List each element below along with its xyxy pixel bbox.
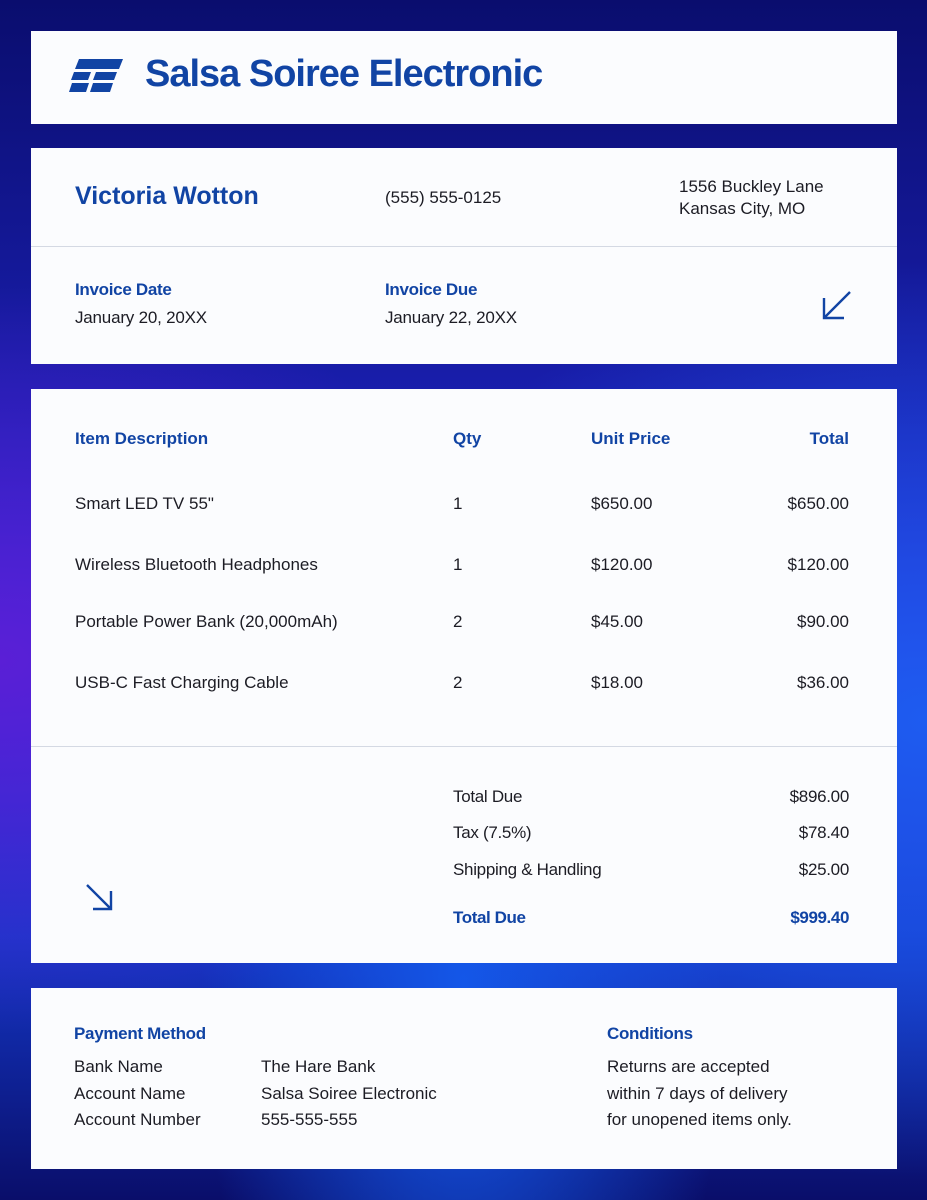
conditions-line3: for unopened items only. [607, 1110, 792, 1129]
subtotal-value: $896.00 [789, 787, 849, 806]
bank-name-value: The Hare Bank [261, 1057, 376, 1076]
item-total: $90.00 [797, 612, 849, 631]
items-panel [31, 389, 897, 963]
item-qty: 2 [453, 673, 463, 692]
stacked-parallelogram-logo-icon [69, 59, 123, 93]
shipping-label: Shipping & Handling [453, 860, 602, 879]
item-description: Smart LED TV 55" [75, 494, 214, 513]
account-name-value: Salsa Soiree Electronic [261, 1083, 437, 1103]
item-unit-price: $650.00 [591, 494, 653, 513]
invoice-due-value: January 22, 20XX [385, 308, 517, 327]
item-total: $650.00 [787, 494, 849, 513]
arrow-down-right-icon [83, 881, 117, 915]
items-divider [31, 746, 897, 747]
header-unit-price: Unit Price [591, 429, 671, 448]
client-divider [31, 246, 897, 247]
bank-name-label: Bank Name [74, 1057, 163, 1076]
header-qty: Qty [453, 429, 482, 448]
client-address-line2: Kansas City, MO [679, 199, 806, 218]
header-total: Total [809, 429, 849, 448]
item-total: $36.00 [797, 673, 849, 692]
item-description: Portable Power Bank (20,000mAh) [75, 612, 338, 631]
item-description: USB-C Fast Charging Cable [75, 673, 289, 692]
grand-total-value: $999.40 [790, 908, 849, 927]
account-name-label: Account Name [74, 1083, 186, 1103]
conditions-line2: within 7 days of delivery [607, 1083, 788, 1103]
item-qty: 2 [453, 612, 463, 631]
grand-total-label: Total Due [453, 908, 526, 927]
account-number-label: Account Number [74, 1110, 201, 1129]
subtotal-label: Total Due [453, 787, 523, 806]
item-qty: 1 [453, 555, 463, 574]
arrow-down-left-icon [820, 288, 854, 322]
item-unit-price: $45.00 [591, 612, 643, 631]
conditions-line1: Returns are accepted [607, 1057, 770, 1076]
item-qty: 1 [453, 494, 463, 513]
payment-panel [31, 988, 897, 1169]
header-description: Item Description [75, 429, 209, 448]
company-name: Salsa Soiree Electronic [145, 53, 543, 95]
payment-values [261, 1054, 437, 1134]
tax-value: $78.40 [798, 823, 849, 842]
account-number-value: 555-555-555 [261, 1110, 358, 1129]
client-address-line1: 1556 Buckley Lane [679, 177, 824, 196]
conditions-text [607, 1054, 792, 1134]
invoice-date-label: Invoice Date [75, 280, 172, 299]
invoice-date-value: January 20, 20XX [75, 308, 207, 327]
item-total: $120.00 [787, 555, 849, 574]
shipping-value: $25.00 [798, 860, 849, 879]
item-unit-price: $120.00 [591, 555, 653, 574]
invoice-due-label: Invoice Due [385, 280, 478, 299]
client-address [679, 176, 824, 220]
conditions-title: Conditions [607, 1024, 693, 1043]
item-unit-price: $18.00 [591, 673, 643, 692]
client-phone: (555) 555-0125 [385, 188, 502, 207]
tax-label: Tax (7.5%) [453, 823, 532, 842]
payment-labels [74, 1054, 201, 1134]
payment-method-title: Payment Method [74, 1024, 206, 1043]
item-description: Wireless Bluetooth Headphones [75, 555, 318, 574]
header-panel [31, 31, 897, 124]
client-panel [31, 148, 897, 364]
client-name: Victoria Wotton [75, 182, 259, 210]
